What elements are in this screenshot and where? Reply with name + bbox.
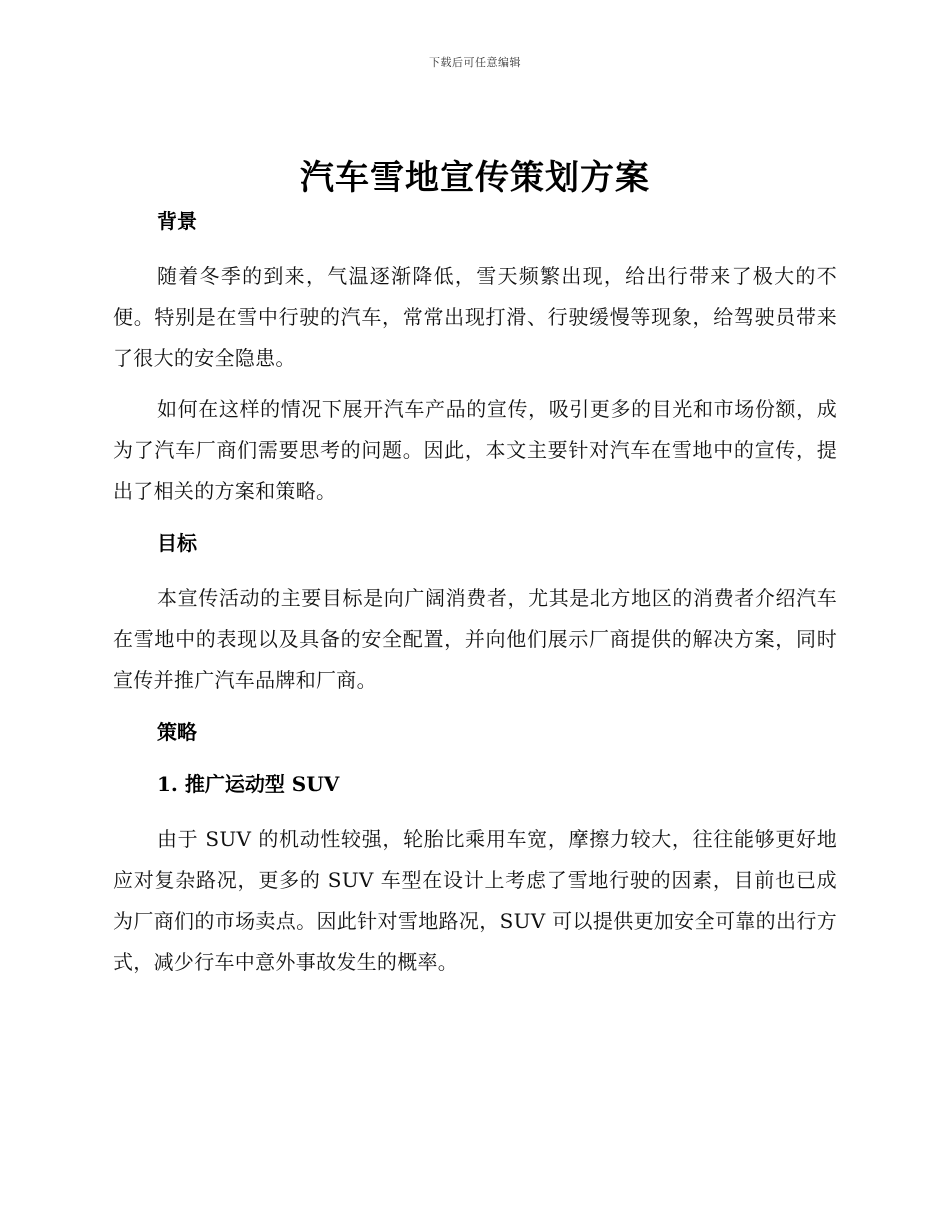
paragraph-background-2: 如何在这样的情况下展开汽车产品的宣传，吸引更多的目光和市场份额，成为了汽车厂商们需要思考的问题。因此，本文主要针对汽车在雪地中的宣传，提出了相关的方案和策略。: [113, 397, 837, 503]
paragraph-goal-1: 本宣传活动的主要目标是向广阔消费者，尤其是北方地区的消费者介绍汽车在雪地中的表现以及具备的安全配置，并向他们展示厂商提供的解决方案，同时宣传并推广汽车品牌和厂商。: [113, 586, 837, 692]
document-title: 汽车雪地宣传策划方案: [300, 158, 650, 198]
section-heading-strategy: 策略: [157, 720, 197, 744]
subsection-heading-suv: 1. 推广运动型 SUV: [157, 772, 340, 796]
paragraph-strategy-suv-1: 由于 SUV 的机动性较强，轮胎比乘用车宽，摩擦力较大，往往能够更好地应对复杂路况，更多的 SUV 车型在设计上考虑了雪地行驶的因素，目前也已成为厂商们的市场卖点。因此针对雪地路况，SUV 可以提供更加安全可靠的出行方式，减少行车中意外事故发生的概率。: [113, 827, 837, 974]
paragraph-background-1: 随着冬季的到来，气温逐渐降低，雪天频繁出现，给出行带来了极大的不便。特别是在雪中行驶的汽车，常常出现打滑、行驶缓慢等现象，给驾驶员带来了很大的安全隐患。: [113, 264, 837, 370]
header-note: 下载后可任意编辑: [429, 56, 521, 69]
section-heading-goal: 目标: [157, 531, 197, 555]
section-heading-background: 背景: [157, 209, 197, 233]
document-body: [113, 200, 837, 983]
